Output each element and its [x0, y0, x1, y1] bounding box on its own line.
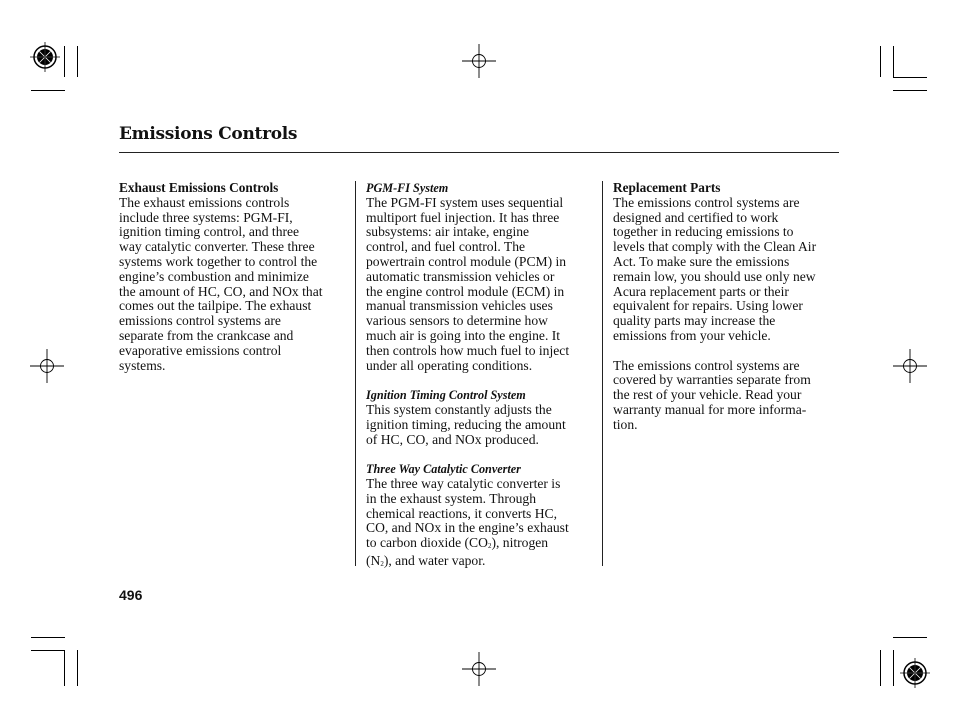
body-line: ignition timing control, and three: [119, 224, 300, 240]
body-line: evaporative emissions control: [119, 342, 282, 358]
crosshair-right-icon: [893, 349, 927, 383]
page-number: 496: [119, 587, 143, 603]
body-line: systems.: [119, 357, 166, 373]
body-line: way catalytic converter. These three: [119, 239, 315, 255]
body-line: The PGM-FI system uses sequential: [366, 194, 564, 210]
body-line: various sensors to determine how: [366, 313, 548, 329]
column-1: [119, 181, 351, 373]
body-line: equivalent for repairs. Using lower: [613, 298, 803, 314]
column-2: [366, 181, 598, 572]
body-line: The three way catalytic converter is: [366, 475, 561, 491]
column-divider-left: [355, 181, 356, 566]
body-line: Acura replacement parts or their: [613, 283, 789, 299]
section-heading-replacement-parts: Replacement Parts: [613, 180, 721, 195]
crosshair-top-icon: [462, 44, 496, 78]
body-line: designed and certified to work: [613, 209, 779, 225]
body-line: much air is going into the engine. It: [366, 327, 561, 343]
body-line: The emissions control systems are: [613, 357, 800, 373]
body-line: emissions from your vehicle.: [613, 327, 771, 343]
body-line-co2: to carbon dioxide $(CO_2)$, nitrogen: [366, 535, 549, 551]
body-line: together in reducing emissions to: [613, 224, 794, 240]
section-heading-exhaust: Exhaust Emissions Controls: [119, 180, 279, 195]
body-line: systems work together to control the: [119, 253, 318, 269]
body-line: quality parts may increase the: [613, 313, 776, 329]
body-line: manual transmission vehicles uses: [366, 298, 553, 314]
crosshair-left-icon: [30, 349, 64, 383]
column-divider-right: [602, 181, 603, 566]
body-line: levels that comply with the Clean Air: [613, 239, 817, 255]
body-line: This system constantly adjusts the: [366, 401, 552, 417]
body-line: CO, and NOx in the engine’s exhaust: [366, 520, 569, 536]
column-3: [613, 181, 845, 433]
body-line: subsystems: air intake, engine: [366, 224, 530, 240]
body-line: engine’s combustion and minimize: [119, 268, 309, 284]
body-line: The exhaust emissions controls: [119, 194, 290, 210]
body-line: separate from the crankcase and: [119, 327, 294, 343]
body-line: in the exhaust system. Through: [366, 490, 537, 506]
body-line: tion.: [613, 416, 638, 432]
body-line: The emissions control systems are: [613, 194, 800, 210]
body-line: include three systems: PGM-FI,: [119, 209, 293, 225]
body-line: the amount of HC, CO, and NOx that: [119, 283, 323, 299]
registration-target-top-left-icon: [30, 42, 60, 72]
body-line: powertrain control module (PCM) in: [366, 253, 567, 269]
body-line: warranty manual for more informa-: [613, 401, 807, 417]
body-line: comes out the tailpipe. The exhaust: [119, 298, 312, 314]
title-rule: [119, 152, 839, 153]
body-line: multiport fuel injection. It has three: [366, 209, 560, 225]
body-line: automatic transmission vehicles or: [366, 268, 555, 284]
body-line-n2: $(N_2)$, and water vapor.: [366, 552, 486, 568]
body-line: covered by warranties separate from: [613, 372, 811, 388]
subheading-ignition-timing: Ignition Timing Control System: [366, 388, 526, 403]
page-title: Emissions Controls: [119, 124, 298, 144]
registration-target-bottom-right-icon: [900, 658, 930, 688]
body-line: of HC, CO, and NOx produced.: [366, 431, 539, 447]
body-line: the engine control module (ECM) in: [366, 283, 565, 299]
crosshair-bottom-icon: [462, 652, 496, 686]
body-line: emissions control systems are: [119, 313, 281, 329]
subheading-pgm-fi: PGM-FI System: [366, 181, 449, 195]
body-line: chemical reactions, it converts HC,: [366, 505, 558, 521]
body-line: the rest of your vehicle. Read your: [613, 387, 802, 403]
body-line: Act. To make sure the emissions: [613, 253, 790, 269]
body-line: control, and fuel control. The: [366, 239, 526, 255]
body-line: then controls how much fuel to inject: [366, 342, 570, 358]
body-line: ignition timing, reducing the amount: [366, 416, 566, 432]
subheading-catalytic-converter: Three Way Catalytic Converter: [366, 462, 521, 477]
body-line: remain low, you should use only new: [613, 268, 816, 284]
body-line: under all operating conditions.: [366, 357, 533, 373]
